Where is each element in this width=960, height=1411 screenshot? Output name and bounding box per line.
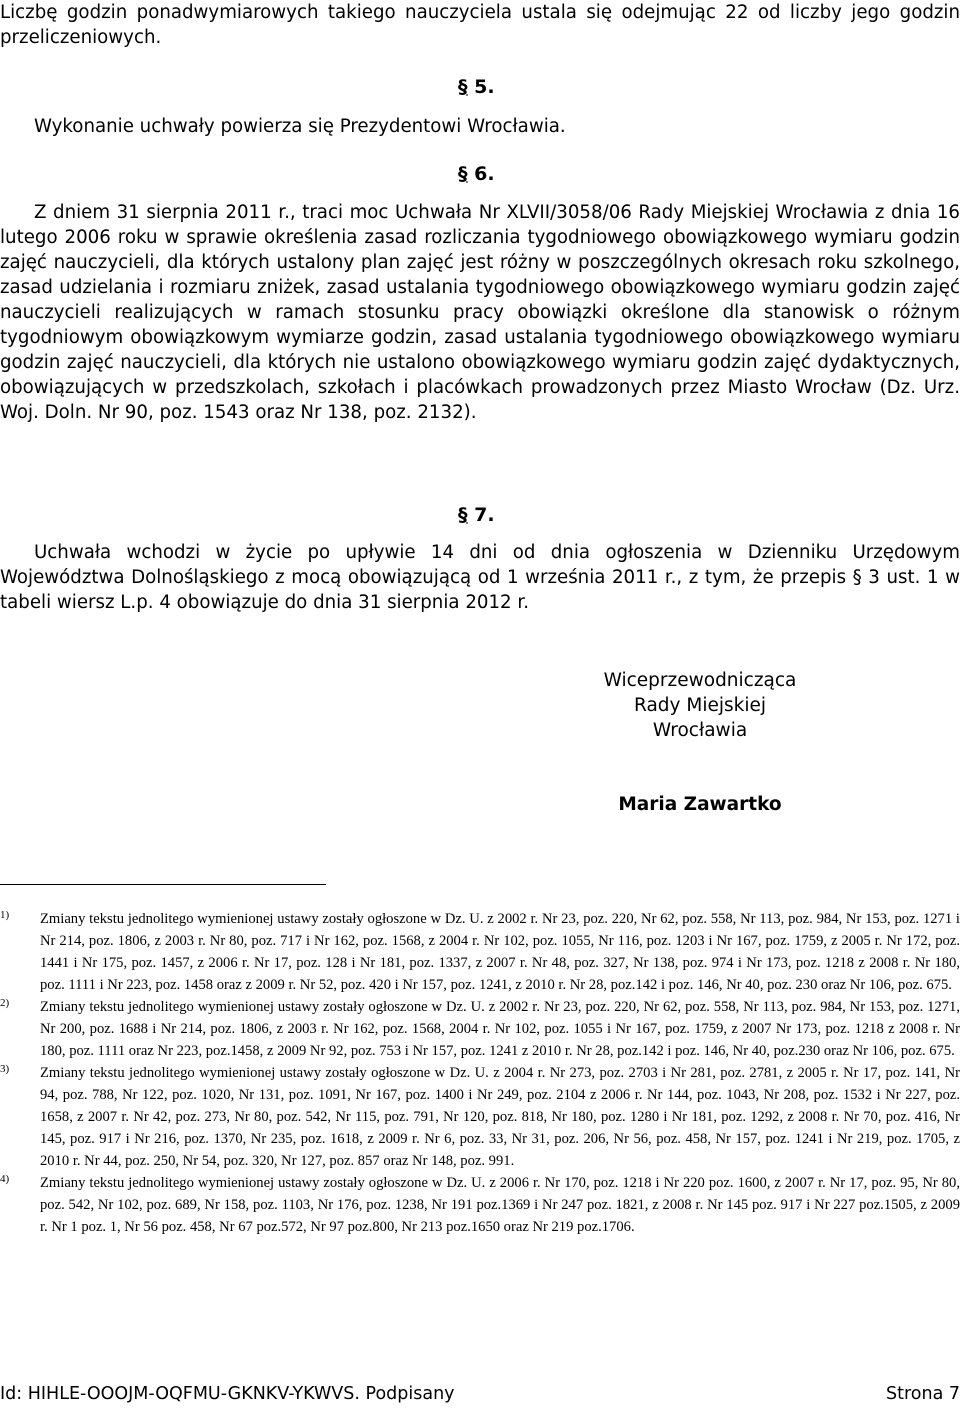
- footnote-marker: 4): [0, 1173, 10, 1185]
- intro-paragraph: Liczbę godzin ponadwymiarowych takiego nauczyciela ustala się odejmując 22 od liczby jego godzin przeliczeniowych.: [0, 2, 960, 48]
- footnote-text: Zmiany tekstu jednolitego wymienionej ustawy zostały ogłoszone w Dz. U. z 2002 r. Nr 23, poz. 220, Nr 62, poz. 558, Nr 113, poz. 984, Nr 153, poz. 1271, Nr 200, poz. 1688 i Nr 214, poz. 1806, z 2003 r. Nr 162, poz. 1568, 2004 r. Nr 102, poz. 1055 i Nr 167, poz. 1759, z 2007 Nr 173, poz. 1218 z 2008 r. Nr 180, poz. 1111 oraz Nr 223, poz.1458, z 2009 Nr 92, poz. 753 i Nr 157, poz. 1241 z 2010 r. Nr 28, poz.142 i poz. 146, Nr 40, poz.230 oraz Nr 106, poz. 675.: [40, 999, 960, 1059]
- section-6-paragraph: Z dniem 31 sierpnia 2011 r., traci moc Uchwała Nr XLVII/3058/06 Rady Miejskiej Wrocławia z dnia 16 lutego 2006 roku w sprawie określenia zasad rozliczania tygodniowego obowiązkowego wymiaru godzin zajęć nauczycieli, dla których ustalony plan zajęć jest różny w poszczególnych okresach roku szkolnego, zasad udzielania i rozmiaru zniżek, zasad ustalania tygodniowego obowiązkowego wymiaru godzin zajęć nauczycieli realizujących w ramach stosunku pracy obowiązki określone dla stanowisk o różnym tygodniowym obowiązkowym wymiarze godzin, zasad ustalania tygodniowego obowiązkowego wymiaru godzin zajęć nauczycieli, dla których nie ustalono obowiązkowego wymiaru godzin zajęć dydaktycznych, obowiązujących w przedszkolach, szkołach i placówkach prowadzonych przez Miasto Wrocław (Dz. Urz. Woj. Doln. Nr 90, poz. 1543 oraz Nr 138, poz. 2132).: [0, 202, 960, 423]
- footnote-marker: 1): [0, 909, 10, 921]
- section-7-paragraph: Uchwała wchodzi w życie po upływie 14 dni od dnia ogłoszenia w Dzienniku Urzędowym Województwa Dolnośląskiego z mocą obowiązującą od 1 września 2011 r., z tym, że przepis § 3 ust. 1 w tabeli wiersz L.p. 4 obowiązuje do dnia 31 sierpnia 2012 r.: [0, 542, 960, 613]
- document-id: Id: HIHLE-OOOJM-OQFMU-GKNKV-YKWVS. Podpisany: [0, 1384, 455, 1404]
- footnote-marker: 3): [0, 1063, 10, 1075]
- footnote-text: Zmiany tekstu jednolitego wymienionej ustawy zostały ogłoszone w Dz. U. z 2004 r. Nr 273, poz. 2703 i Nr 281, poz. 2781, z 2005 r. Nr 17, poz. 141, Nr 94, poz. 788, Nr 122, poz. 1020, Nr 131, poz. 1091, Nr 167, poz. 1400 i Nr 249, poz. 2104 z 2006 r. Nr 144, poz. 1043, Nr 208, poz. 1532 i Nr 227, poz. 1658, z 2007 r. Nr 42, poz. 273, Nr 80, poz. 542, Nr 115, poz. 791, Nr 120, poz. 818, Nr 180, poz. 1280 i Nr 181, poz. 1292, z 2008 r. Nr 70, poz. 416, Nr 145, poz. 917 i Nr 216, poz. 1370, Nr 235, poz. 1618, z 2009 r. Nr 6, poz. 33, Nr 31, poz. 206, Nr 56, poz. 458, Nr 157, poz. 1241 i Nr 219, poz. 1705, z 2010 r. Nr 44, poz. 250, Nr 54, poz. 320, Nr 127, poz. 857 oraz Nr 148, poz. 991.: [40, 1065, 960, 1169]
- section-7-heading: § 7.: [458, 504, 495, 526]
- signature-title-line3: Wrocławia: [652, 720, 748, 741]
- footnote-3: [0, 1062, 960, 1172]
- signature-title-line2: Rady Miejskiej: [634, 695, 766, 716]
- footnote-1: [0, 908, 960, 996]
- section-6-heading: § 6.: [458, 163, 495, 185]
- footnote-divider: [0, 884, 326, 885]
- footnote-text: Zmiany tekstu jednolitego wymienionej ustawy zostały ogłoszone w Dz. U. z 2002 r. Nr 23, poz. 220, Nr 62, poz. 558, Nr 113, poz. 984, Nr 153, poz. 1271 i Nr 214, poz. 1806, z 2003 r. Nr 80, poz. 717 i Nr 162, poz. 1568, z 2004 r. Nr 102, poz. 1055, Nr 116, poz. 1203 i Nr 167, poz. 1759, z 2005 r. Nr 172, poz. 1441 i Nr 175, poz. 1457, z 2006 r. Nr 17, poz. 128 i Nr 181, poz. 1337, z 2007 r. Nr 48, poz. 327, Nr 138, poz. 974 i Nr 173, poz. 1218 z 2008 r. Nr 180, poz. 1111 i Nr 223, poz. 1458 oraz z 2009 r. Nr 52, poz. 420 i Nr 157, poz. 1241, z 2010 r. Nr 28, poz.142 i poz. 146, Nr 40, poz. 230 oraz Nr 106, poz. 675.: [40, 911, 960, 993]
- footnote-4: [0, 1172, 960, 1238]
- signature-name: Maria Zawartko: [618, 794, 782, 815]
- page-number: Strona 7: [886, 1384, 960, 1404]
- section-5-paragraph: Wykonanie uchwały powierza się Prezydentowi Wrocławia.: [34, 116, 566, 137]
- signature-block: [540, 668, 860, 743]
- footnote-text: Zmiany tekstu jednolitego wymienionej ustawy zostały ogłoszone w Dz. U. z 2006 r. Nr 170, poz. 1218 i Nr 220 poz. 1600, z 2007 r. Nr 17, poz. 95, Nr 80, poz. 542, Nr 102, poz. 689, Nr 158, poz. 1103, Nr 176, poz. 1238, Nr 191 poz.1369 i Nr 247 poz. 1821, z 2008 r. Nr 145 poz. 917 i Nr 227 poz.1505, z 2009 r. Nr 1 poz. 1, Nr 56 poz. 458, Nr 67 poz.572, Nr 97 poz.800, Nr 213 poz.1650 oraz Nr 219 poz.1706.: [40, 1175, 960, 1235]
- section-symbol: §: [458, 504, 468, 526]
- footnote-marker: 2): [0, 997, 10, 1009]
- section-5-heading: § 5.: [458, 76, 495, 98]
- section-symbol: §: [458, 163, 468, 185]
- section-symbol: §: [458, 76, 468, 98]
- signature-title-line1: Wiceprzewodnicząca: [603, 670, 797, 691]
- footnotes: [0, 908, 960, 1238]
- footnote-2: [0, 996, 960, 1062]
- page-footer: [0, 1384, 960, 1404]
